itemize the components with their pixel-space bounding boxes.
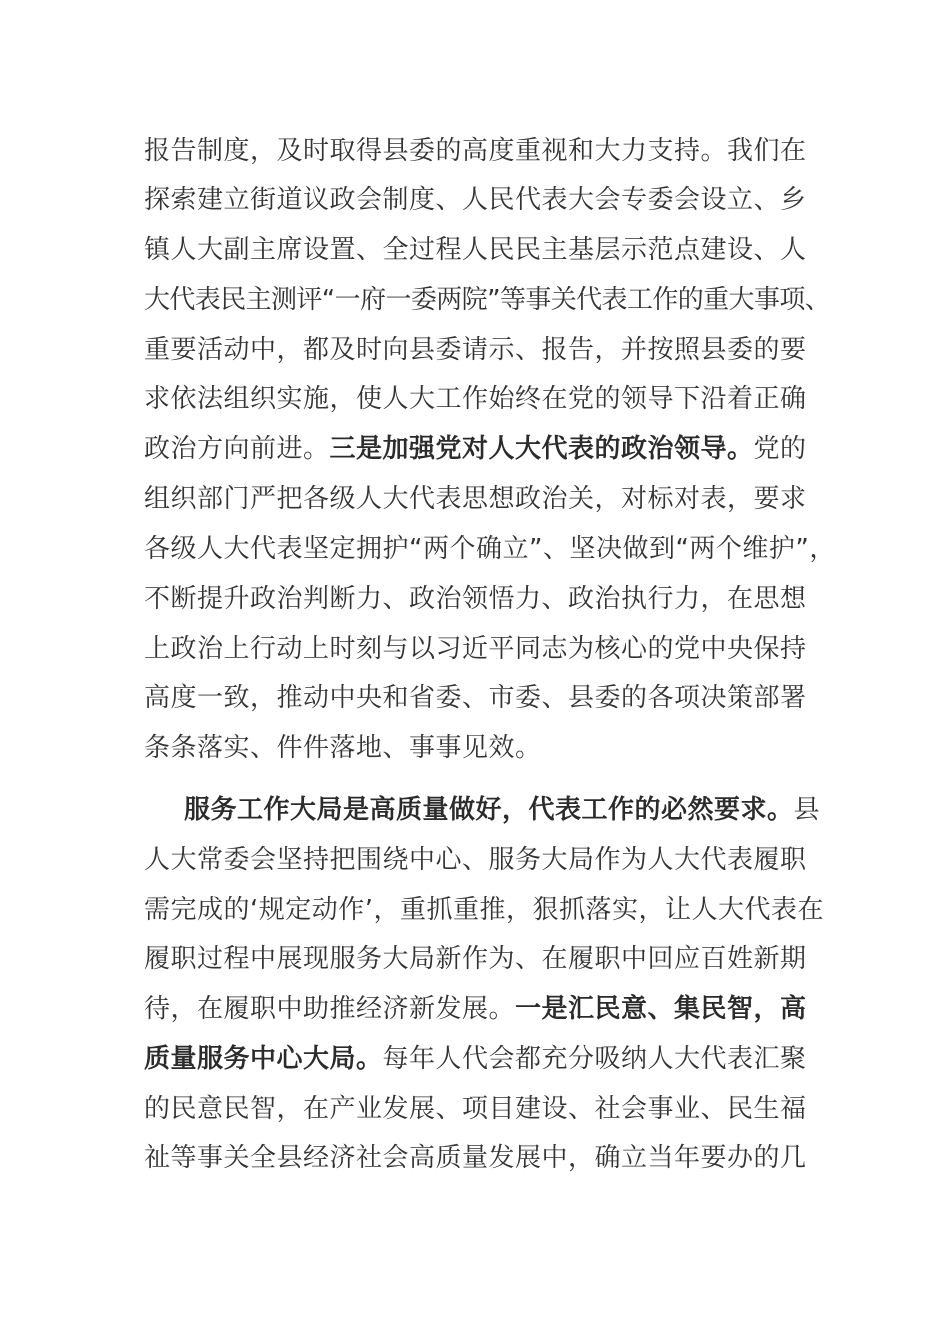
bold-heading: 质量服务中心大局。 bbox=[144, 1044, 383, 1074]
text-line: 上政治上行动上时刻与以习近平同志为核心的党中央保持 bbox=[144, 634, 807, 664]
text-line: 大代表民主测评“一府一委两院”等事关代表工作的重大事项、 bbox=[144, 285, 831, 315]
text-line: 条条落实、件件落地、事事见效。 bbox=[144, 733, 542, 763]
bold-heading: 三是加强党对人大代表的政治领导。 bbox=[329, 434, 754, 464]
text-line: 不断提升政治判断力、政治领悟力、政治执行力，在思想 bbox=[144, 584, 807, 614]
text-line: 镇人大副主席设置、全过程人民民主基层示范点建设、人 bbox=[144, 235, 807, 265]
bold-heading: 服务工作大局是高质量做好，代表工作的必然要求。 bbox=[184, 795, 794, 825]
text-line: 高度一致，推动中央和省委、市委、县委的各项决策部署 bbox=[144, 683, 807, 713]
text-line: 政治方向前进。三是加强党对人大代表的政治领导。党的 bbox=[144, 434, 807, 464]
text-line: 祉等事关全县经济社会高质量发展中，确立当年要办的几 bbox=[144, 1143, 807, 1173]
text-line: 组织部门严把各级人大代表思想政治关，对标对表，要求 bbox=[144, 484, 807, 514]
text-line: 履职过程中展现服务大局新作为、在履职中回应百姓新期 bbox=[144, 944, 807, 974]
text-line: 各级人大代表坚定拥护“两个确立”、坚决做到“两个维护”， bbox=[144, 534, 836, 564]
bold-heading: 一是汇民意、集民智，高 bbox=[515, 994, 807, 1024]
text-line: 求依法组织实施，使人大工作始终在党的领导下沿着正确 bbox=[144, 384, 807, 414]
text-line: 人大常委会坚持把围绕中心、服务大局作为人大代表履职 bbox=[144, 845, 807, 875]
text-line: 报告制度，及时取得县委的高度重视和大力支持。我们在 bbox=[144, 136, 807, 166]
text-line: 重要活动中，都及时向县委请示、报告，并按照县委的要 bbox=[144, 335, 807, 365]
text-line: 质量服务中心大局。每年人代会都充分吸纳人大代表汇聚 bbox=[144, 1044, 807, 1074]
text-line: 服务工作大局是高质量做好，代表工作的必然要求。县 bbox=[184, 795, 821, 825]
text-line: 的民意民智，在产业发展、项目建设、社会事业、民生福 bbox=[144, 1094, 807, 1124]
text-line: 需完成的‘规定动作’，重抓重推，狠抓落实，让人大代表在 bbox=[144, 895, 825, 925]
text-line: 探索建立街道议政会制度、人民代表大会专委会设立、乡 bbox=[144, 185, 807, 215]
text-line: 待，在履职中助推经济新发展。一是汇民意、集民智，高 bbox=[144, 994, 807, 1024]
